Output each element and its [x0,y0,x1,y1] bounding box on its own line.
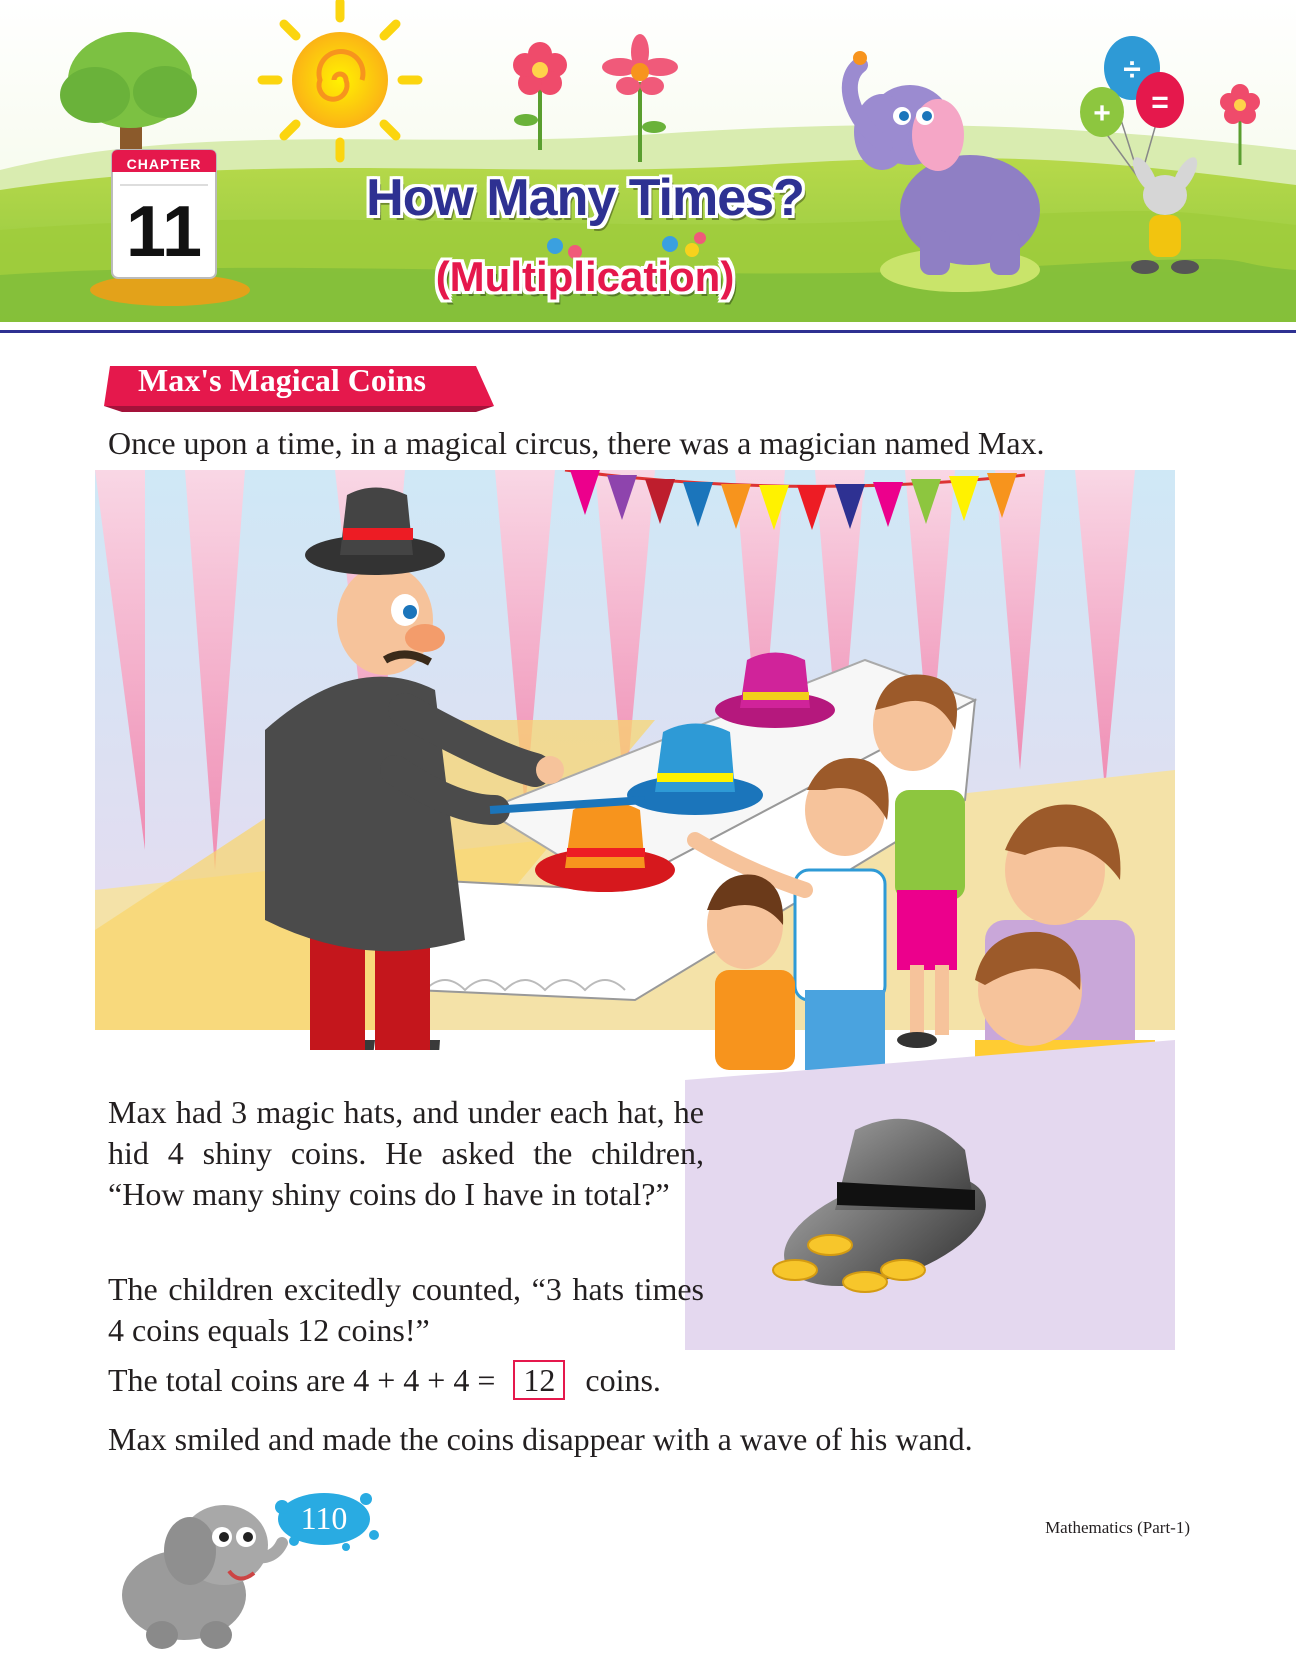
story-hats: Max had 3 magic hats, and under each hat, he hid 4 shiny coins. He asked the children, “How many shiny coins do I have in total?” [108,1094,704,1212]
chapter-subtitle: (Multiplication) [435,253,735,300]
total-answer-box: 12 [513,1360,565,1400]
section-heading: Max's Magical Coins [138,362,426,398]
chapter-label: CHAPTER [126,156,202,172]
total-prefix: The total coins are 4 + 4 + 4 = [108,1362,496,1398]
story-intro: Once upon a time, in a magical circus, there was a magician named Max. [108,425,1045,461]
book-title: Mathematics (Part-1) [1045,1518,1190,1537]
divide-sign: ÷ [1123,51,1141,87]
story-count: The children excitedly counted, “3 hats times 4 coins equals 12 coins!” [108,1271,704,1348]
total-suffix: coins. [585,1362,661,1398]
plus-sign: + [1093,97,1111,130]
chapter-number: 11 [125,192,203,272]
page-number: 110 [300,1500,348,1536]
chapter-title: How Many Times? [366,169,804,227]
story-total [108,1360,661,1401]
story-ending: Max smiled and made the coins disappear with a wave of his wand. [108,1421,973,1457]
equals-sign: = [1151,86,1169,119]
header-divider [0,330,1296,333]
